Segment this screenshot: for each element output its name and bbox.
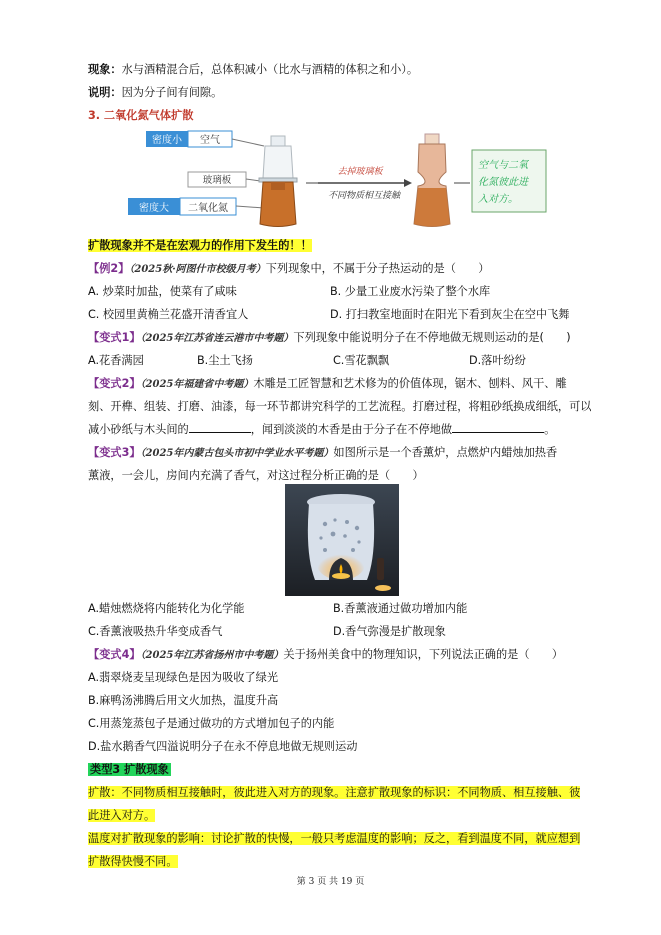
diffusion-definition-line-1: 扩散：不同物质相互接触时，彼此进入对方的现象。注意扩散现象的标识：不同物质、相互接触、彼: [88, 786, 581, 799]
variant-1-option-c: C.雪花飘飘: [333, 354, 390, 367]
density-small-label: 密度小: [152, 135, 182, 146]
phenomenon-line: 现象：水与酒精混合后，总体积减小（比水与酒精的体积之和小）。: [88, 63, 419, 76]
example-2-option-d: D. 打扫教室地面时在阳光下看到灰尘在空中飞舞: [330, 308, 570, 321]
result-line-2: 化氮彼此进: [478, 177, 528, 188]
example-2-option-a: A. 炒菜时加盐，使菜有了咸味: [88, 285, 237, 298]
variant-2-line-3: 减小砂纸与木头间的 ，闻到淡淡的木香是由于分子在不停地做 。: [88, 420, 621, 440]
variant-3-option-a: A.蜡烛燃烧将内能转化为化学能: [88, 602, 245, 615]
glass-plate-label: 玻璃板: [202, 175, 232, 186]
mixed-lower: [414, 188, 450, 227]
example-2-option-c: C. 校园里黄桷兰花盛开清香宜人: [88, 308, 249, 321]
variant-1-option-a: A.花香满园: [88, 354, 144, 367]
answer-blank-2[interactable]: [452, 420, 544, 433]
diffusion-note: 扩散现象并不是在宏观力的作用下发生的！！: [88, 239, 312, 252]
lower-jar-neck: [271, 182, 285, 190]
explanation-line: 说明：因为分子间有间隙。: [88, 86, 223, 99]
variant-2-line-1: 【变式2】（2025年福建省中考题）木雕是工匠智慧和艺术修为的价值体现，锯木、刨料、风干、雕: [88, 377, 567, 390]
example-2-question: 【例2】（2025秋·阿图什市校级月考）下列现象中，不属于分子热运动的是（ ）: [88, 262, 490, 275]
side-candle: [375, 585, 391, 591]
mixed-jar-neck: [425, 134, 439, 144]
answer-blank-1[interactable]: [189, 420, 251, 433]
variant-2-line-2: 刻、开榫、组装、打磨、油漆，每一环节都讲究科学的工艺流程。打磨过程，将粗砂纸换成细纸，可以: [88, 400, 592, 413]
diffusion-definition-line-2: 此进入对方。: [88, 809, 156, 822]
variant-1-question: 【变式1】（2025年江苏省连云港市中考题）下列现象中能说明分子在不停地做无规则运动的是( ): [88, 331, 571, 344]
remove-plate-label: 去掉玻璃板: [337, 167, 383, 177]
temperature-effect-line-1: 温度对扩散现象的影响：讨论扩散的快慢，一般只考虑温度的影响；反之，看到温度不同，就应想到: [88, 832, 581, 845]
result-line-3: 入对方。: [478, 194, 518, 205]
variant-4-option-c: C.用蒸笼蒸包子是通过做功的方式增加包子的内能: [88, 717, 335, 730]
contact-label: 不同物质相互接触: [327, 191, 401, 201]
glass-plate: [259, 178, 297, 182]
type-3-heading: 类型3 扩散现象: [90, 763, 169, 776]
variant-3-option-b: B.香薰液通过做功增加内能: [333, 602, 468, 615]
oil-bottle: [377, 558, 384, 580]
upper-jar-air: [263, 146, 293, 178]
variant-3-line-2: 薰液，一会儿，房间内充满了香气，对这过程分析正确的是（ ）: [88, 469, 424, 482]
variant-4-question: 【变式4】（2025年江苏省扬州市中考题）关于扬州美食中的物理知识，下列说法正确的是（ ）: [88, 648, 564, 661]
air-label: 空气: [200, 135, 220, 146]
air-pointer: [232, 139, 264, 146]
no2-diffusion-diagram: [128, 128, 548, 234]
variant-4-option-b: B.麻鸭汤沸腾后用文火加热，温度升高: [88, 694, 279, 707]
variant-3-option-c: C.香薰液吸热升华变成香气: [88, 625, 223, 638]
variant-3-line-1: 【变式3】（2025年内蒙古包头市初中学业水平考题）如图所示是一个香薰炉，点燃炉内蜡烛加热香: [88, 446, 558, 459]
upper-jar-neck: [271, 136, 285, 146]
result-line-1: 空气与二氧: [478, 160, 528, 171]
no2-pointer: [236, 206, 264, 208]
temperature-effect-line-2: 扩散得快慢不同。: [88, 855, 178, 868]
no2-label: 二氧化氮: [188, 203, 228, 214]
aroma-burner-photo: [285, 484, 399, 596]
variant-1-option-b: B.尘土飞扬: [197, 354, 253, 367]
variant-1-option-d: D.落叶纷纷: [469, 354, 526, 367]
page-footer: 第 3 页 共 19 页: [296, 877, 365, 887]
density-large-label: 密度大: [139, 203, 169, 214]
variant-3-option-d: D.香气弥漫是扩散现象: [333, 625, 446, 638]
variant-4-option-a: A.翡翠烧麦呈现绿色是因为吸收了绿光: [88, 671, 279, 684]
example-2-option-b: B. 少量工业废水污染了整个水库: [330, 285, 491, 298]
variant-4-option-d: D.盐水鹅香气四溢说明分子在永不停息地做无规则运动: [88, 740, 358, 753]
arrow-head: [404, 179, 412, 187]
section-title: 3. 二氧化氮气体扩散: [88, 109, 194, 122]
